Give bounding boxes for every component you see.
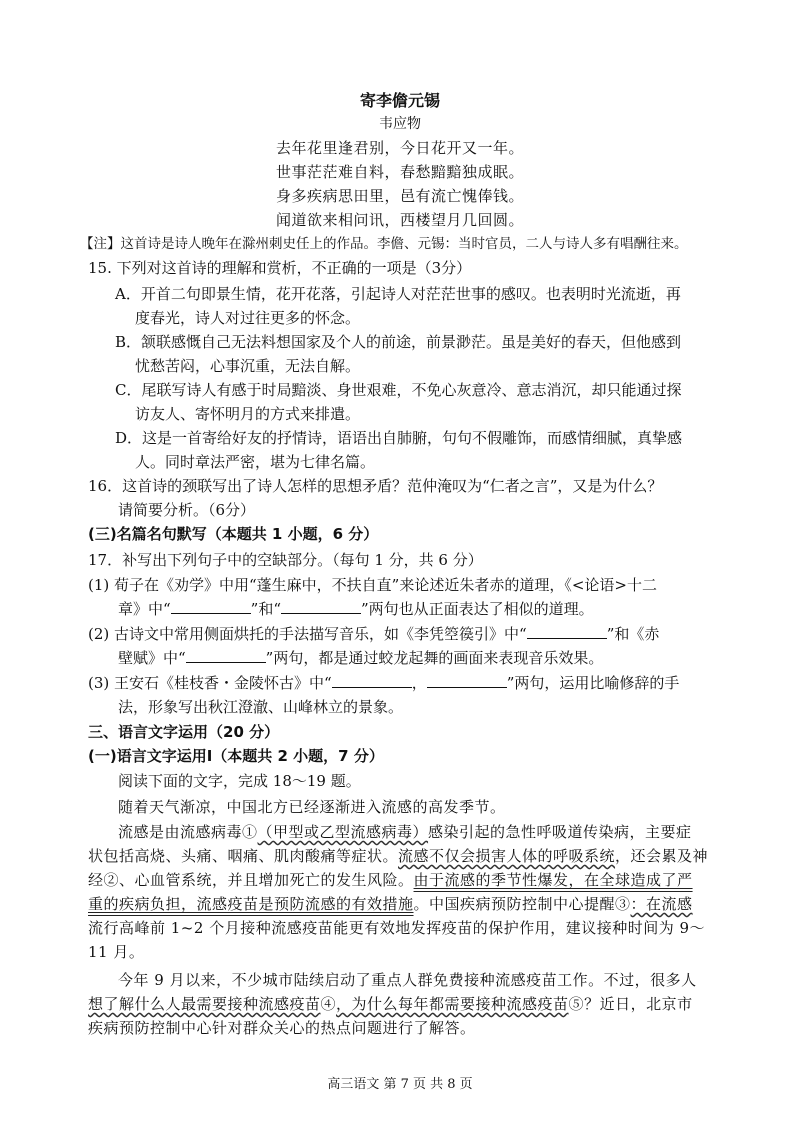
- q16-stem: 16．这首诗的颈联写出了诗人怎样的思想矛盾？范仲淹叹为“仁者之言”，又是为什么？: [88, 477, 663, 495]
- answer-blank[interactable]: [527, 624, 607, 639]
- q17-stem: 17．补写出下列句子中的空缺部分。（每句 1 分，共 6 分）: [88, 551, 483, 569]
- q17-item-2-cont: 壁赋》中“ ”两句，都是通过蛟龙起舞的画面来表现音乐效果。: [118, 649, 604, 667]
- answer-blank[interactable]: [332, 673, 412, 688]
- q17-item-1-cont: 章》中“ ”和“ ”两句也从正面表达了相似的道理。: [118, 600, 594, 618]
- q17-item-1: (1) 荀子在《劝学》中用“蓬生麻中，不扶自直”来论述近朱者赤的道理，《<论语>十二: [88, 576, 657, 594]
- q15-stem: 15. 下列对这首诗的理解和赏析，不正确的一项是（3分）: [88, 259, 472, 277]
- marker-3: ③: [615, 895, 631, 913]
- passage-p3-line3: 疾病预防控制中心针对群众关心的热点问题进行了解答。: [88, 1019, 476, 1037]
- reading-instruction: 阅读下面的文字，完成 18～19 题。: [118, 772, 361, 790]
- passage-p2-line3: 经②、心血管系统，并且增加死亡的发生风险。由于流感的季节性爆发，在全球造成了严: [88, 871, 693, 889]
- marker-2: ②: [103, 871, 120, 889]
- q15-option-c: C．尾联写诗人有感于时局黯淡、身世艰难，不免心灰意冷、意志消沉，却只能通过探: [115, 381, 682, 399]
- passage-p2-line4: 重的疾病负担，流感疫苗是预防流感的有效措施。中国疾病预防控制中心提醒③：在流感: [88, 895, 693, 913]
- marker-4: ④: [320, 995, 337, 1013]
- q15-option-a-cont: 度春光，诗人对过往更多的怀念。: [135, 309, 361, 327]
- part-heading-language: 三、语言文字运用（20 分）: [88, 723, 280, 741]
- poem-line: 身多疾病思田里，邑有流亡愧俸钱。: [275, 187, 524, 205]
- poem-line: 闻道欲来相问讯，西楼望月几回圆。: [275, 211, 524, 229]
- passage-p3-line1: 今年 9 月以来，不少城市陆续启动了重点人群免费接种流感疫苗工作。不过，很多人: [118, 971, 697, 989]
- section-heading-dictation: (三)名篇名句默写（本题共 1 小题，6 分）: [88, 525, 379, 543]
- q17-item-2: (2) 古诗文中常用侧面烘托的手法描写音乐，如《李凭箜篌引》中“ ”和《赤: [88, 625, 660, 643]
- q15-option-a: A．开首二句即景生情，花开花落，引起诗人对茫茫世事的感叹。也表明时光流逝，再: [115, 285, 681, 303]
- passage-p2-line2: 状包括高烧、头痛、咽痛、肌肉酸痛等症状。流感不仅会损害人体的呼吸系统，还会累及神: [88, 847, 709, 865]
- q15-option-d: D．这是一首寄给好友的抒情诗，语语出自肺腑，句句不假雕饰，而感情细腻，真挚感: [115, 429, 683, 447]
- answer-blank[interactable]: [281, 599, 361, 614]
- answer-blank[interactable]: [171, 599, 251, 614]
- poem-author: 韦应物: [379, 116, 421, 132]
- q15-option-c-cont: 访友人、寄怀明月的方式来排遣。: [135, 405, 361, 423]
- q15-option-b-cont: 忧愁苦闷，心事沉重，无法自解。: [135, 357, 361, 375]
- marker-5: ⑤: [568, 995, 585, 1013]
- subsection-heading: (一)语言文字运用Ⅰ（本题共 2 小题，7 分）: [88, 747, 384, 765]
- q15-option-d-cont: 人。同时章法严密，堪为七律名篇。: [135, 453, 376, 471]
- marker-1: ①: [242, 823, 258, 841]
- passage-p2-line1: 流感是由流感病毒①（甲型或乙型流感病毒）感染引起的急性呼吸道传染病，主要症: [118, 823, 692, 841]
- q15-option-b: B．颔联感慨自己无法料想国家及个人的前途，前景渺茫。虽是美好的春天，但他感到: [115, 333, 682, 351]
- passage-p1: 随着天气渐凉，中国北方已经逐渐进入流感的高发季节。: [118, 798, 506, 816]
- answer-blank[interactable]: [427, 673, 507, 688]
- page-footer: 高三语文 第 7 页 共 8 页: [327, 1077, 473, 1092]
- poem-line: 世事茫茫难自料，春愁黯黯独成眠。: [275, 163, 524, 181]
- q16-stem-cont: 请简要分析。（6分）: [118, 501, 256, 519]
- passage-p2-line6: 11 月。: [88, 943, 145, 961]
- answer-blank[interactable]: [186, 648, 266, 663]
- q17-item-3-cont: 法，形象写出秋江澄澈、山峰林立的景象。: [118, 698, 404, 716]
- q17-item-3: (3) 王安石《桂枝香・金陵怀古》中“ ， ”两句，运用比喻修辞的手: [88, 674, 680, 692]
- passage-p3-line2: 想了解什么人最需要接种流感疫苗④，为什么每年都需要接种流感疫苗⑤？近日，北京市: [88, 995, 693, 1013]
- poem-line: 去年花里逢君别，今日花开又一年。: [275, 139, 524, 157]
- poem-note: 【注】这首诗是诗人晚年在滁州刺史任上的作品。李儋、元锡：当时官员，二人与诗人多有唱酬往来。: [80, 236, 688, 252]
- poem-title: 寄李儋元锡: [359, 91, 440, 110]
- passage-p2-line5: 流行高峰前 1~2 个月接种流感疫苗能更有效地发挥疫苗的保护作用，建议接种时间为 9～: [88, 919, 706, 937]
